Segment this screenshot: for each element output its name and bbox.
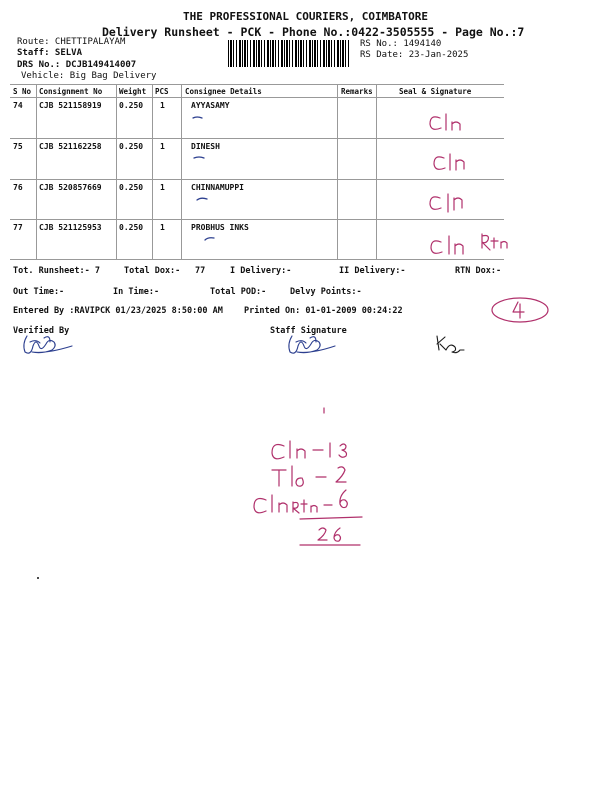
- runsheet-subtitle: Delivery Runsheet - PCK - Phone No.:0422-3505555 - Page No.:7: [102, 25, 525, 39]
- printed-on: Printed On: 01-01-2009 00:24:22: [244, 306, 403, 316]
- vehicle-label: Vehicle: Big Bag Delivery: [21, 71, 157, 81]
- col-header-weight: Weight: [119, 87, 147, 96]
- rtn-dox: RTN Dox:-: [455, 266, 502, 276]
- ii-delivery: II Delivery:-: [339, 266, 406, 276]
- row-pcs: 1: [160, 183, 165, 192]
- col-header-consignee: Consignee Details: [185, 87, 262, 96]
- total-dox-label: Total Dox:-: [124, 266, 181, 276]
- col-header-consignment: Consignment No: [39, 87, 103, 96]
- row-pcs: 1: [160, 223, 165, 232]
- total-pod: Total POD:-: [210, 287, 267, 297]
- row-consignee: PROBHUS INKS: [191, 223, 249, 232]
- staff-signature: [289, 336, 335, 353]
- row-sno: 77: [13, 223, 23, 232]
- tally-notes: [254, 441, 362, 545]
- row-consignment: CJB 521125953: [39, 223, 102, 232]
- col-header-remarks: Remarks: [341, 87, 373, 96]
- in-time: In Time:-: [113, 287, 160, 297]
- row-weight: 0.250: [119, 183, 144, 192]
- out-time: Out Time:-: [13, 287, 65, 297]
- company-title: THE PROFESSIONAL COURIERS, COIMBATORE: [183, 10, 429, 23]
- route-label: Route: CHETTIPALAYAM: [17, 37, 126, 47]
- row-weight: 0.250: [119, 142, 144, 151]
- col-header-sno: S No: [13, 87, 32, 96]
- staff-signature-label: Staff Signature: [270, 326, 347, 336]
- row-pcs: 1: [160, 142, 165, 151]
- row-sno: 76: [13, 183, 23, 192]
- row-consignee: CHINNAMUPPI: [191, 183, 244, 192]
- delvy-points: Delvy Points:-: [290, 287, 362, 297]
- staff-label: Staff: SELVA: [17, 48, 83, 58]
- row-sno: 75: [13, 142, 23, 151]
- consignee-marks: [193, 117, 214, 240]
- row-sno: 74: [13, 101, 23, 110]
- row-consignee: DINESH: [191, 142, 220, 151]
- tot-runsheet: Tot. Runsheet:- 7: [13, 266, 100, 276]
- rs-date: RS Date: 23-Jan-2025: [360, 50, 469, 60]
- col-header-pcs: PCS: [155, 87, 169, 96]
- row-signatures: [430, 114, 507, 254]
- row-consignment: CJB 521162258: [39, 142, 102, 151]
- rs-number: RS No.: 1494140: [360, 39, 442, 49]
- entered-by: Entered By :RAVIPCK 01/23/2025 8:50:00 AM: [13, 306, 223, 316]
- circled-four-icon: [492, 298, 548, 322]
- col-header-signature: Seal & Signature: [399, 87, 472, 96]
- i-delivery: I Delivery:-: [230, 266, 292, 276]
- row-consignment: CJB 521158919: [39, 101, 102, 110]
- row-pcs: 1: [160, 101, 165, 110]
- row-weight: 0.250: [119, 101, 144, 110]
- row-weight: 0.250: [119, 223, 144, 232]
- initials-mark: [437, 336, 464, 353]
- verified-by-label: Verified By: [13, 326, 70, 336]
- row-consignee: AYYASAMY: [191, 101, 230, 110]
- row-consignment: CJB 520857669: [39, 183, 102, 192]
- drs-number: DRS No.: DCJB149414007: [17, 60, 137, 70]
- total-dox-value: 77: [195, 266, 206, 276]
- verified-signature: [24, 336, 72, 353]
